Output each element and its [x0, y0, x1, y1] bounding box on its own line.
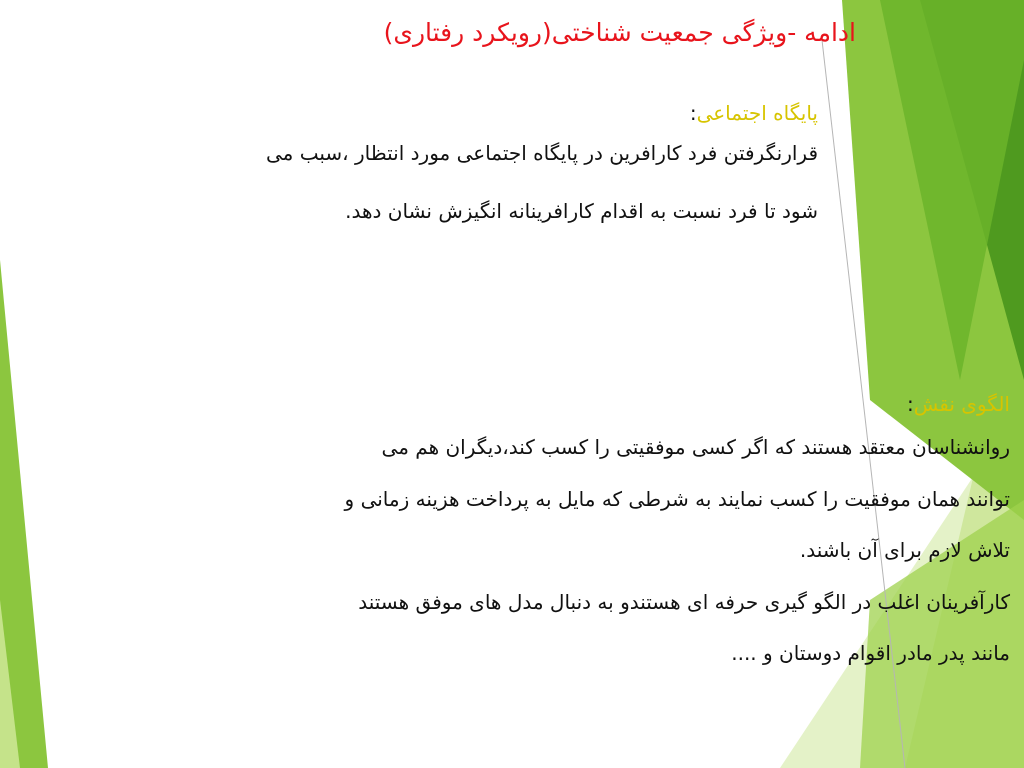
section2-line-4: کارآفرینان اغلب در الگو گیری حرفه ای هستندو به دنبال مدل های موفق هستند — [358, 589, 1010, 614]
section2-line-3: تلاش لازم برای آن باشند. — [799, 538, 1010, 562]
section1-line-1: قرارنگرفتن فرد کارافرین در پایگاه اجتماعی مورد انتظار ،سبب می — [265, 141, 818, 165]
section2-heading-line — [120, 386, 1010, 422]
slide-title: ادامه -ویژگی جمعیت شناختی(رویکرد رفتاری) — [383, 18, 856, 47]
section1-colon: : — [689, 101, 697, 125]
section2-heading: الگوی نقش — [913, 392, 1010, 416]
section2-line-5: مانند پدر مادر اقوام دوستان و .... — [731, 641, 1010, 665]
section2-line-1: روانشناسان معتقد هستند که اگر کسی موفقیتی را کسب کند،دیگران هم می — [381, 435, 1010, 459]
section-social-status — [98, 94, 818, 248]
section1-heading-line — [98, 94, 818, 132]
section1-heading: پایگاه اجتماعی — [696, 101, 818, 125]
section2-colon: : — [907, 392, 914, 416]
section-role-model — [120, 386, 1010, 680]
section1-line-2: شود تا فرد نسبت به اقدام کارافرینانه انگیزش نشان دهد. — [345, 199, 818, 223]
section2-line-2: توانند همان موفقیت را کسب نمایند به شرطی که مایل به پرداخت هزینه زمانی و — [344, 486, 1010, 511]
